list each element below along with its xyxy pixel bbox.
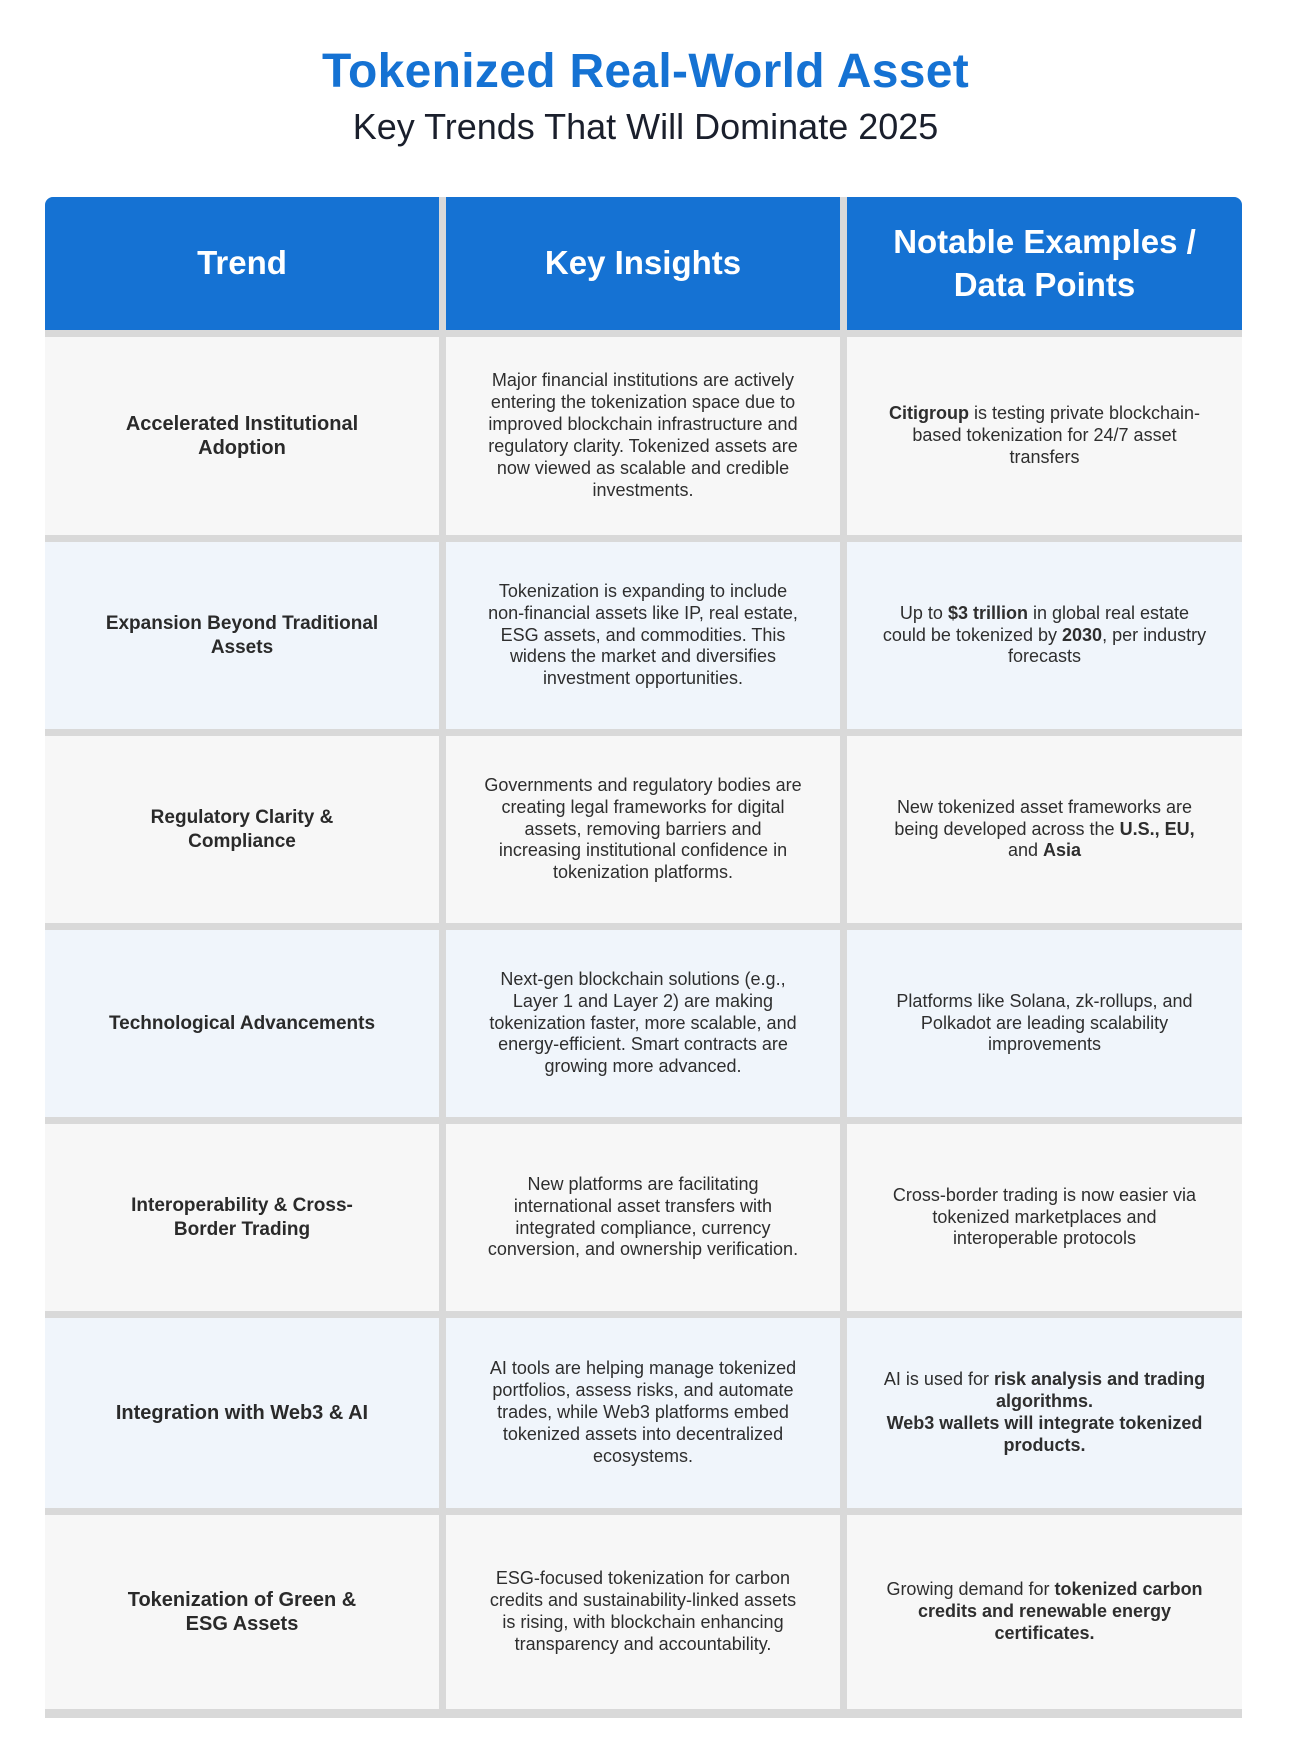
example-cell	[847, 1515, 1242, 1709]
example-highlight: U.S., EU,	[1119, 818, 1195, 839]
example-cell	[847, 542, 1242, 729]
example-highlight: tokenized carbon credits and renewable energy certificates.	[917, 1579, 1203, 1643]
example-segment: Platforms like Solana, zk-rollups, and Polkadot are leading scalability improvements	[896, 990, 1193, 1055]
column-header-key-insights: Key Insights	[446, 197, 840, 330]
example-cell	[847, 1124, 1242, 1311]
example-segment: Cross-border trading is now easier via tokenized marketplaces and interoperable protocols	[892, 1184, 1197, 1249]
trend-cell: Integration with Web3 & AI	[45, 1318, 439, 1508]
example-cell	[847, 930, 1242, 1117]
trends-table-grid	[45, 197, 1242, 1709]
example-segment: in global real estate could be tokenized by	[882, 602, 1190, 645]
example-text	[881, 1579, 1208, 1645]
example-text	[881, 797, 1208, 863]
example-highlight: Citigroup	[888, 403, 969, 424]
trend-cell: Expansion Beyond Traditional Assets	[45, 542, 439, 729]
example-text	[881, 1185, 1208, 1251]
column-header-notable-examples: Notable Examples / Data Points	[847, 197, 1242, 330]
trend-cell: Interoperability & Cross-Border Trading	[45, 1124, 439, 1311]
trend-cell: Accelerated Institutional Adoption	[45, 337, 439, 535]
example-segment: New tokenized asset frameworks are being developed across the	[894, 796, 1193, 839]
example-segment: Up to	[899, 602, 948, 623]
example-text	[881, 603, 1208, 669]
trend-cell: Technological Advancements	[45, 930, 439, 1117]
trend-cell: Regulatory Clarity & Compliance	[45, 736, 439, 923]
example-cell	[847, 337, 1242, 535]
trend-cell: Tokenization of Green & ESG Assets	[45, 1515, 439, 1709]
insight-cell: Major financial institutions are actively entering the tokenization space due to improved blockchain infrastructure and regulatory clarity. Tokenized assets are now viewed as scalable and credible investments.	[446, 337, 840, 535]
example-text	[881, 991, 1208, 1057]
example-text	[881, 403, 1208, 469]
example-cell	[847, 736, 1242, 923]
insight-cell: Next-gen blockchain solutions (e.g., Layer 1 and Layer 2) are making tokenization faster, more scalable, and energy-efficient. Smart contracts are growing more advanced.	[446, 930, 840, 1117]
page-title: Tokenized Real-World Asset	[321, 45, 970, 98]
example-segment: and	[1007, 840, 1043, 861]
example-segment: AI is used for	[883, 1369, 994, 1390]
column-header-trend: Trend	[45, 197, 439, 330]
example-highlight: $3 trillion	[947, 602, 1028, 623]
example-highlight: 2030	[1062, 624, 1103, 645]
trends-table	[45, 197, 1242, 1718]
example-highlight: Web3 wallets will integrate tokenized products.	[886, 1413, 1203, 1455]
example-cell	[847, 1318, 1242, 1508]
insight-cell: AI tools are helping manage tokenized portfolios, assess risks, and automate trades, while Web3 platforms embed tokenized assets into decentralized ecosystems.	[446, 1318, 840, 1508]
example-segment: Growing demand for	[886, 1579, 1055, 1600]
example-segment: , per industry forecasts	[1007, 624, 1207, 667]
insight-cell: New platforms are facilitating international asset transfers with integrated compliance, currency conversion, and ownership verification.	[446, 1124, 840, 1311]
page-subtitle: Key Trends That Will Dominate 2025	[352, 106, 939, 147]
example-text	[881, 1369, 1208, 1457]
insight-cell: Governments and regulatory bodies are creating legal frameworks for digital assets, removing barriers and increasing institutional confidence in tokenization platforms.	[446, 736, 840, 923]
example-highlight: Asia	[1043, 840, 1082, 861]
example-highlight: risk analysis and trading algorithms.	[993, 1369, 1206, 1412]
example-segment: is testing private blockchain-based tokenization for 24/7 asset transfers	[912, 403, 1201, 467]
insight-cell: Tokenization is expanding to include non-financial assets like IP, real estate, ESG assets, and commodities. This widens the market and diversifies investment opportunities.	[446, 542, 840, 729]
insight-cell: ESG-focused tokenization for carbon credits and sustainability-linked assets is rising, with blockchain enhancing transparency and accountability.	[446, 1515, 840, 1709]
